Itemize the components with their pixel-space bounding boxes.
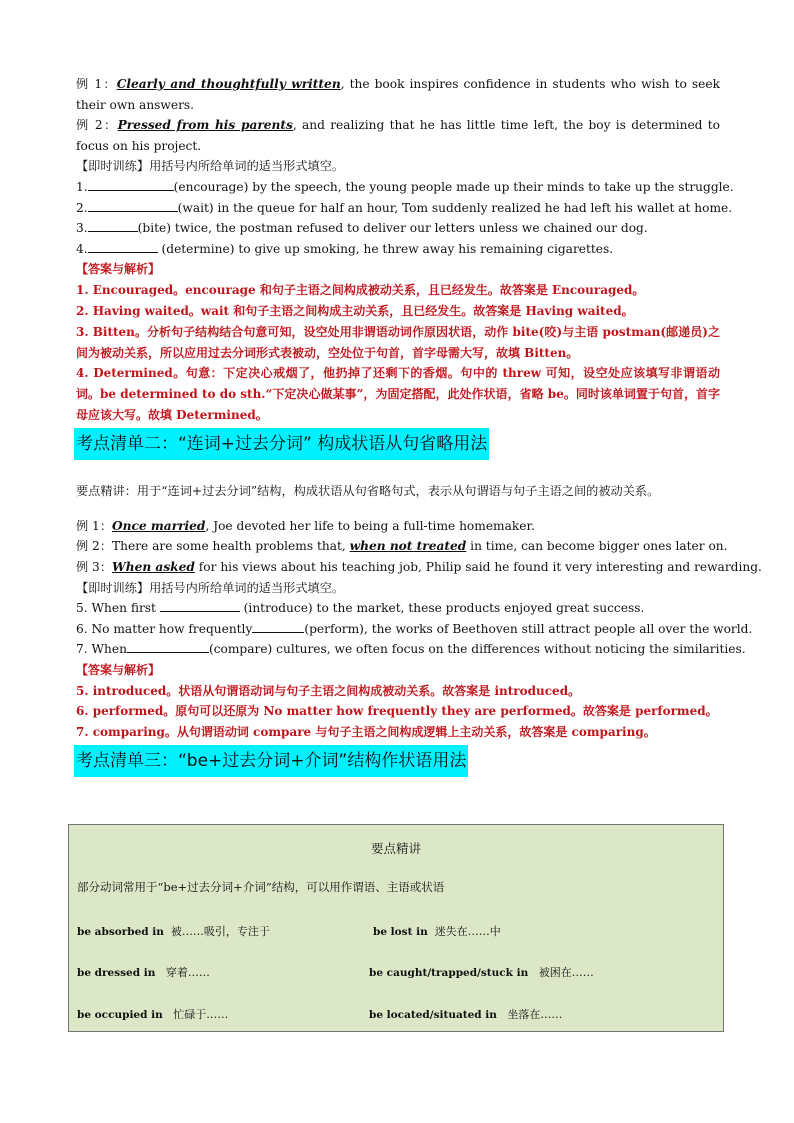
document-body	[76, 74, 762, 779]
question-2: 2. (wait) in the queue for half an hour, Tom suddenly realized he had left his wallet at home.	[76, 198, 720, 219]
question-5: 5. When first (introduce) to the market, these products enjoyed great success.	[76, 598, 720, 619]
question-4: 4. (determine) to give up smoking, he threw away his remaining cigarettes.	[76, 239, 720, 260]
phrase-pair: be caught/trapped/stuck in 被困在……	[369, 966, 594, 979]
phrase-pair: be dressed in 穿着……	[77, 966, 210, 979]
example-1: 例 1：Clearly and thoughtfully written, the book inspires confidence in students who wish to seek their own answers.	[76, 77, 720, 112]
section-heading-3: 考点清单三：“be+过去分词+介词”结构作状语用法	[74, 745, 468, 777]
key-point-note: 要点精讲：用于“连词+过去分词”结构，构成状语从句省略句式，表示从句谓语与句子主语之间的被动关系。	[76, 483, 660, 498]
answer-title: 【答案与解析】	[76, 662, 161, 677]
answer-2: 2. Having waited。wait 和句子主语之间构成主动关系，且已经发生。故答案是 Having waited。	[76, 303, 634, 318]
section-heading-2: 考点清单二：“连词+过去分词” 构成状语从句省略用法	[74, 428, 489, 460]
example-phrase: when not treated	[349, 539, 467, 554]
box-intro: 部分动词常用于“be+过去分词+介词”结构，可以用作谓语、主语或状语	[77, 880, 445, 894]
question-6: 6. No matter how frequently (perform), the works of Beethoven still attract people all over the world.	[76, 619, 720, 640]
example-phrase: When asked	[112, 559, 195, 574]
example-phrase: Once married	[112, 518, 206, 533]
phrase-pair: be located/situated in 坐落在……	[369, 1008, 563, 1021]
question-1: 1. (encourage) by the speech, the young people made up their minds to take up the struggle.	[76, 177, 720, 198]
answer-6: 6. performed。原句可以还原为 No matter how frequently they are performed。故答案是 performed。	[76, 704, 718, 719]
answer-title: 【答案与解析】	[76, 262, 161, 277]
answer-1: 1. Encouraged。encourage 和句子主语之间构成被动关系，且已经发生。故答案是 Encouraged。	[76, 283, 645, 298]
box-title: 要点精讲	[370, 841, 421, 856]
practice-title: 【即时训练】用括号内所给单词的适当形式填空。	[76, 159, 345, 174]
answer-blank[interactable]	[88, 239, 158, 253]
answer-blank[interactable]	[252, 619, 304, 633]
answer-blank[interactable]	[88, 177, 174, 191]
question-3: 3. (bite) twice, the postman refused to deliver our letters unless we chained our dog.	[76, 218, 720, 239]
example-phrase: Clearly and thoughtfully written	[116, 77, 341, 91]
answer-blank[interactable]	[88, 198, 178, 212]
answer-blank[interactable]	[88, 218, 138, 232]
example-2: 例 2：Pressed from his parents, and realizing that he has little time left, the boy is determined to focus on his project.	[76, 118, 720, 153]
phrase-pair: be absorbed in 被……吸引，专注于	[77, 925, 270, 938]
practice-title: 【即时训练】用括号内所给单词的适当形式填空。	[76, 580, 345, 595]
example-phrase: Pressed from his parents	[117, 118, 293, 133]
answer-blank[interactable]	[160, 598, 240, 612]
answer-7: 7. comparing。从句谓语动词 compare 与句子主语之间构成逻辑上主动关系，故答案是 comparing。	[76, 725, 656, 740]
key-point-box	[68, 824, 724, 1032]
example-2: 例 2：There are some health problems that, when not treated in time, can become bigger ones later on.	[76, 539, 728, 554]
example-3: 例 3：When asked for his views about his teaching job, Philip said he found it very interesting and rewarding.	[76, 559, 762, 574]
answer-blank[interactable]	[127, 639, 209, 653]
answer-5: 5. introduced。状语从句谓语动词与句子主语之间构成被动关系。故答案是 introduced。	[76, 683, 581, 698]
answer-4: 4. Determined。句意：下定决心戒烟了，他扔掉了还剩下的香烟。句中的 threw 可知，设空处应该填写非谓语动词。be determined to do sth.“下定决心做某事”，为固定搭配，此处作状语，省略 be。同时该单词置于句首，首字母应该大写。故填 Determined。	[76, 366, 720, 422]
example-1: 例 1：Once married, Joe devoted her life to being a full-time homemaker.	[76, 518, 535, 533]
question-7: 7. When (compare) cultures, we often focus on the differences without noticing the similarities.	[76, 639, 720, 660]
answer-3: 3. Bitten。分析句子结构结合句意可知，设空处用非谓语动词作原因状语，动作 bite(咬)与主语 postman(邮递员)之间为被动关系，所以应用过去分词形式表被动，空处位于句首，首字母需大写，故填 Bitten。	[76, 324, 720, 360]
phrase-pair: be occupied in 忙碌于……	[77, 1008, 229, 1021]
phrase-pair: be lost in 迷失在……中	[373, 925, 501, 938]
